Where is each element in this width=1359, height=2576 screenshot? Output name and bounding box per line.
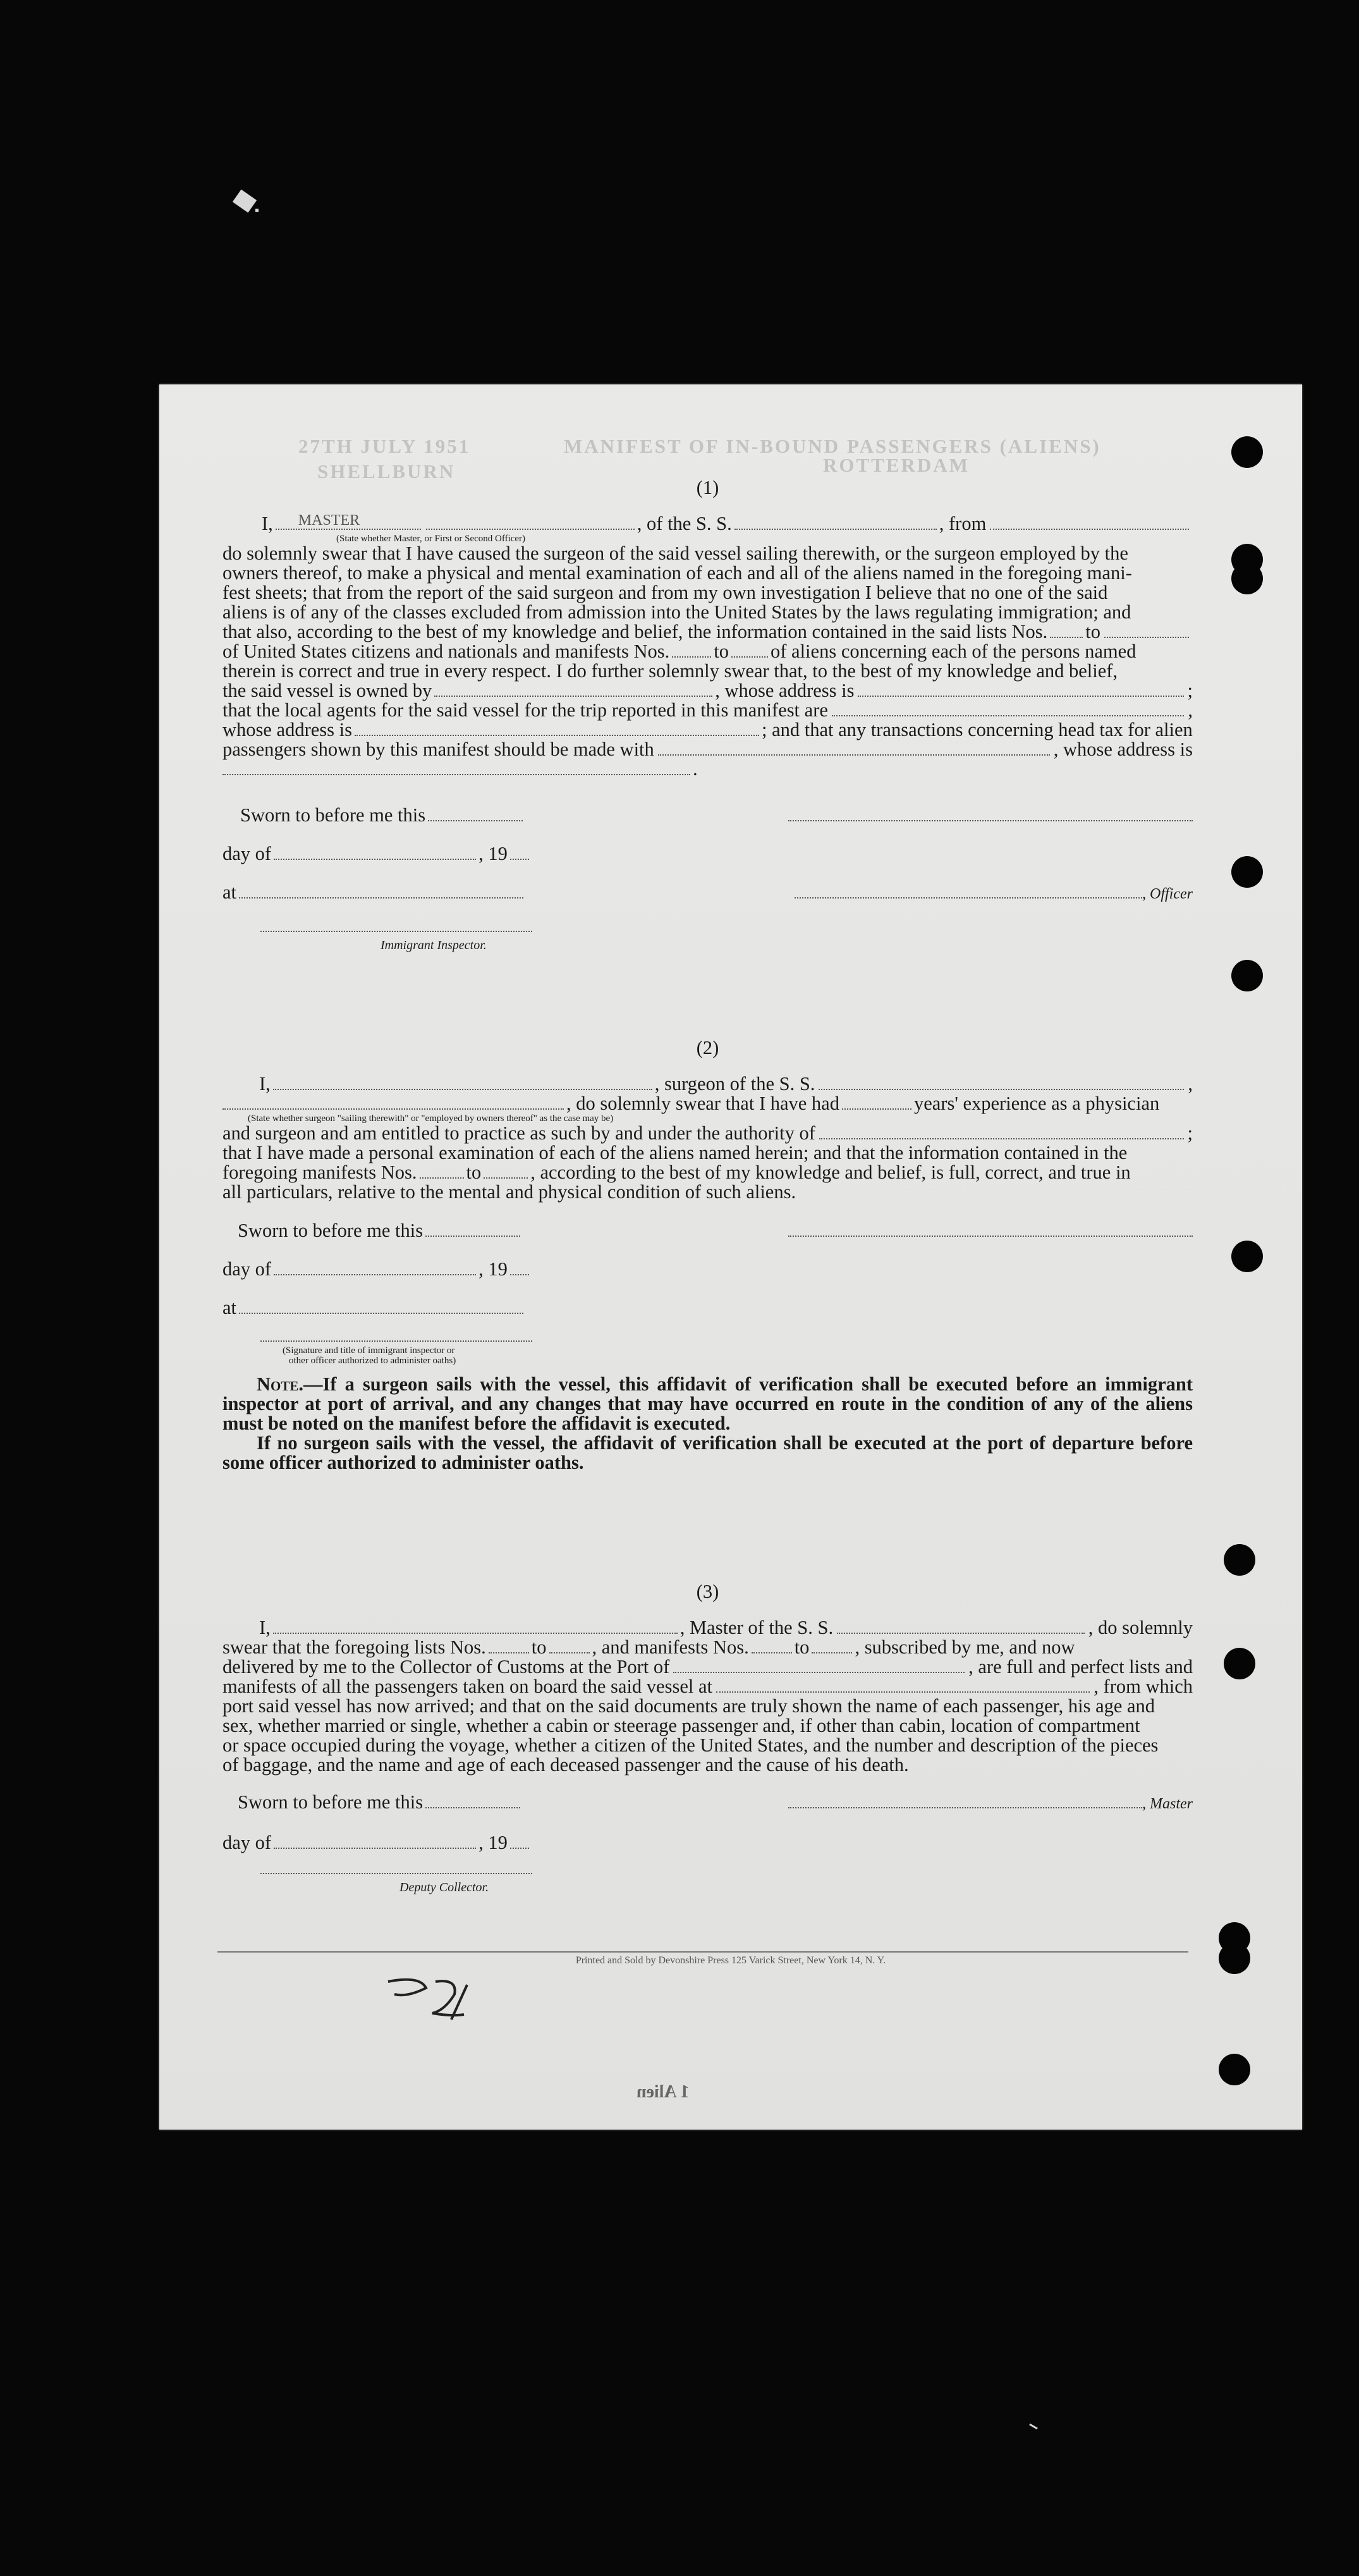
text: , subscribed by me, and now [855, 1636, 1075, 1658]
officer-field [795, 883, 1142, 899]
owner-address-field [858, 682, 1183, 697]
text: I, [259, 1073, 271, 1095]
handwritten-mark-drawing [382, 1969, 477, 2026]
section-1-master-affidavit [222, 478, 1193, 955]
master-name-field [273, 1619, 678, 1634]
text: , [1188, 1073, 1193, 1095]
text: to [714, 641, 729, 662]
text: port said vessel has now arrived; and that on the said documents are truly shown the name of each passenger, his age and [222, 1695, 1155, 1717]
text: , from [939, 513, 987, 534]
sworn-year-field [510, 845, 529, 860]
text: day of [222, 1258, 272, 1280]
text: delivered by me to the Collector of Customs at the Port of [222, 1656, 670, 1677]
text: the said vessel is owned by [222, 680, 432, 701]
text: ; [1187, 680, 1193, 701]
text: and surgeon and am entitled to practice as such by and under the authority of [222, 1122, 815, 1144]
text: whose address is [222, 719, 352, 740]
punch-hole [1231, 960, 1263, 991]
punch-hole [1224, 1648, 1255, 1679]
handwritten-page-number [382, 1969, 477, 2029]
text: owners thereof, to make a physical and mental examination of each and all of the aliens named in the foregoing mani- [222, 562, 1132, 584]
text: sex, whether married or single, whether a cabin or steerage passenger and, if other than cabin, location of compartment [222, 1715, 1140, 1736]
text: swear that the foregoing lists Nos. [222, 1636, 486, 1658]
surgeon-signature-field [788, 1222, 1193, 1237]
text: all particulars, relative to the mental and physical condition of such aliens. [222, 1181, 796, 1203]
text: , 19 [478, 1258, 508, 1280]
text: , whose address is [1053, 739, 1193, 760]
text: aliens is of any of the classes excluded from admission into the United States by the laws regulating immigration; and [222, 601, 1131, 623]
text: , Officer [1142, 886, 1193, 902]
text: I, [262, 513, 273, 534]
text: manifests of all the passengers taken on board the said vessel at [222, 1676, 712, 1697]
section-number: (1) [696, 477, 719, 498]
punch-hole [1231, 1241, 1263, 1272]
text: at [222, 1297, 237, 1318]
sworn-place-field [239, 883, 523, 899]
oath-block [222, 1221, 1193, 1366]
section-number: (2) [696, 1037, 719, 1058]
owner-field [434, 682, 712, 697]
sworn-month-field [274, 845, 476, 860]
bleed-through-header: MANIFEST OF IN-BOUND PASSENGERS (ALIENS) [564, 435, 1101, 457]
surgeon-status-field [222, 1095, 564, 1110]
ship-name-field [837, 1619, 1085, 1634]
officer-signature-field [788, 806, 1193, 821]
text: , and manifests Nos. [592, 1636, 749, 1658]
affidavit-line [222, 1638, 1193, 1657]
text: , Master [1142, 1796, 1193, 1812]
text: years' experience as a physician [913, 1093, 1160, 1114]
text: therein is correct and true in every respect. I do further solemnly swear that, to the best of my knowledge and belief, [222, 660, 1118, 682]
affidavit-line [222, 642, 1193, 661]
master-signature-field [788, 1793, 1142, 1808]
scan-speck [1029, 2424, 1038, 2430]
text: Sworn to before me this [238, 1220, 424, 1241]
affiant-line [222, 514, 1193, 534]
printer-imprint: Printed and Sold by Devonshire Press 125 Varick Street, New York 14, N. Y. [575, 1955, 886, 1966]
agents-field [832, 701, 1184, 716]
text: that also, according to the best of my knowledge and belief, the information contained in the said lists Nos. [222, 621, 1048, 642]
text: to [794, 1636, 810, 1658]
section-number: (3) [696, 1581, 719, 1602]
punch-hole [1231, 436, 1263, 468]
affidavit-line [222, 701, 1193, 720]
text: to [466, 1162, 482, 1183]
affidavit-body [222, 1696, 1193, 1775]
years-experience-field [842, 1095, 911, 1110]
affidavit-line [222, 1094, 1193, 1113]
text: of aliens concerning each of the persons named [771, 641, 1137, 662]
sworn-year-field [510, 1834, 529, 1849]
head-tax-contact-field [658, 740, 1050, 756]
text: . [693, 758, 698, 780]
text: of United States citizens and nationals and manifests Nos. [222, 641, 670, 662]
affidavit-line [222, 1657, 1193, 1677]
field-caption: (State whether surgeon "sailing therewith" or "employed by owners thereof" as the case may be) [248, 1113, 614, 1124]
sworn-month-field [274, 1834, 476, 1849]
sworn-day-field [428, 806, 523, 821]
manifest-no-field [752, 1638, 792, 1653]
list-no-field [489, 1638, 529, 1653]
head-tax-address-field [222, 760, 690, 775]
text: do solemnly swear that I have caused the surgeon of the said vessel sailing therewith, or the surgeon employed by the [222, 543, 1128, 564]
text: of baggage, and the name and age of each deceased passenger and the cause of his death. [222, 1754, 909, 1776]
agents-address-field [355, 721, 759, 736]
text: , 19 [478, 843, 508, 864]
port-field [673, 1658, 965, 1673]
manifest-no-field [484, 1163, 528, 1179]
punch-hole [1219, 2054, 1250, 2085]
field-caption: (State whether Master, or First or Second Officer) [336, 534, 526, 544]
text: foregoing manifests Nos. [222, 1162, 417, 1183]
inspector-signature-line [260, 931, 532, 932]
affidavit-line [222, 1163, 1193, 1182]
bleed-through-header: ROTTERDAM [823, 454, 970, 476]
text: passengers shown by this manifest should be made with [222, 739, 654, 760]
oath-block [222, 806, 1193, 955]
manifest-no-field [731, 642, 768, 658]
affidavit-line [222, 740, 1193, 759]
authority-field [819, 1124, 1184, 1139]
text: , from which [1094, 1676, 1193, 1697]
affidavit-line [222, 1124, 1193, 1143]
section-3-master-oath [222, 1582, 1193, 1898]
affiant-title-field [276, 512, 421, 530]
affidavit-line [222, 681, 1193, 701]
oath-block [222, 1793, 1193, 1898]
inspector-caption: Immigrant Inspector. [381, 938, 487, 952]
affidavit-line [222, 622, 1193, 642]
note-text: If no surgeon sails with the vessel, the affidavit of verification shall be executed at the port of departure before some officer authorized to administer oaths. [222, 1432, 1193, 1473]
affiant-name-field [426, 515, 635, 530]
manifest-no-field [812, 1638, 852, 1653]
punch-hole [1224, 1544, 1255, 1576]
departure-port-field [990, 515, 1189, 530]
deputy-signature-line [260, 1873, 532, 1874]
text: to [531, 1636, 547, 1658]
text: day of [222, 1832, 272, 1853]
affidavit-line [222, 759, 1193, 779]
text: day of [222, 843, 272, 864]
text: , 19 [478, 1832, 508, 1853]
note-label: Note. [257, 1373, 303, 1395]
affidavit-line [222, 720, 1193, 740]
text: , do solemnly swear that I have had [566, 1093, 839, 1114]
footer-rule [217, 1951, 1188, 1953]
bleed-through-header: SHELLBURN [317, 460, 456, 482]
deputy-caption: Deputy Collector. [399, 1880, 489, 1894]
punch-hole [1231, 563, 1263, 594]
text: , according to the best of my knowledge and belief, is full, correct, and true in [530, 1162, 1131, 1183]
text: at [222, 881, 237, 903]
note-block [222, 1375, 1193, 1473]
scan-speck [255, 209, 259, 212]
text: , [1188, 699, 1193, 721]
bleed-through-header: 27TH JULY 1951 [298, 435, 471, 457]
text: fest sheets; that from the report of the said surgeon and from my own investigation I believe that no one of the said [222, 582, 1108, 603]
affidavit-body [222, 544, 1193, 622]
punch-hole [1231, 856, 1263, 888]
text: , are full and perfect lists and [968, 1656, 1193, 1677]
text: , Master of the S. S. [680, 1617, 834, 1638]
sworn-month-field [274, 1260, 476, 1275]
text: , whose address is [715, 680, 855, 701]
text: to [1085, 621, 1100, 642]
list-no-field [1050, 623, 1083, 638]
inspector-signature-line [260, 1340, 532, 1342]
sworn-place-field [239, 1299, 523, 1314]
text: I, [259, 1617, 271, 1638]
manifest-form-page [159, 384, 1302, 2130]
embarkation-port-field [716, 1677, 1090, 1693]
text: , do solemnly [1088, 1617, 1193, 1638]
affidavit-line [222, 1074, 1193, 1094]
signature-caption: (Signature and title of immigrant inspector or [283, 1346, 455, 1356]
scan-speck [233, 190, 257, 213]
sworn-day-field [425, 1222, 520, 1237]
manifest-no-field [672, 642, 711, 658]
affidavit-line [222, 1677, 1193, 1696]
manifest-no-field [420, 1163, 464, 1179]
bottom-stamp: 1 Alien [637, 2082, 690, 2102]
text: ; [1187, 1122, 1193, 1144]
text: that the local agents for the said vessel for the trip reported in this manifest are [222, 699, 828, 721]
ship-name-field [734, 515, 937, 530]
affidavit-line [222, 1618, 1193, 1638]
surgeon-name-field [273, 1075, 652, 1090]
sworn-day-field [425, 1793, 520, 1808]
section-2-surgeon-affidavit [222, 1038, 1193, 1473]
signature-caption: other officer authorized to administer oaths) [289, 1356, 456, 1366]
text: that I have made a personal examination of each of the aliens named herein; and that the information contained in the [222, 1142, 1128, 1163]
text: , surgeon of the S. S. [654, 1073, 815, 1095]
text: Sworn to before me this [238, 1791, 424, 1813]
handwritten-entry: MASTER [298, 512, 360, 529]
text: Sworn to before me this [240, 804, 426, 826]
text: or space occupied during the voyage, whether a citizen of the United States, and the number and description of the pieces [222, 1734, 1159, 1756]
sworn-year-field [510, 1260, 529, 1275]
ship-name-field [819, 1075, 1184, 1090]
list-no-field [1104, 623, 1189, 638]
list-no-field [549, 1638, 590, 1653]
text: , of the S. S. [637, 513, 732, 534]
note-text: —If a surgeon sails with the vessel, this affidavit of verification shall be executed before an immigrant inspector at port of arrival, and any changes that may have occurred en route in the condition of any of the aliens must be noted on the manifest before the affidavit is executed. [222, 1373, 1193, 1434]
text: ; and that any transactions concerning head tax for alien [762, 719, 1193, 740]
